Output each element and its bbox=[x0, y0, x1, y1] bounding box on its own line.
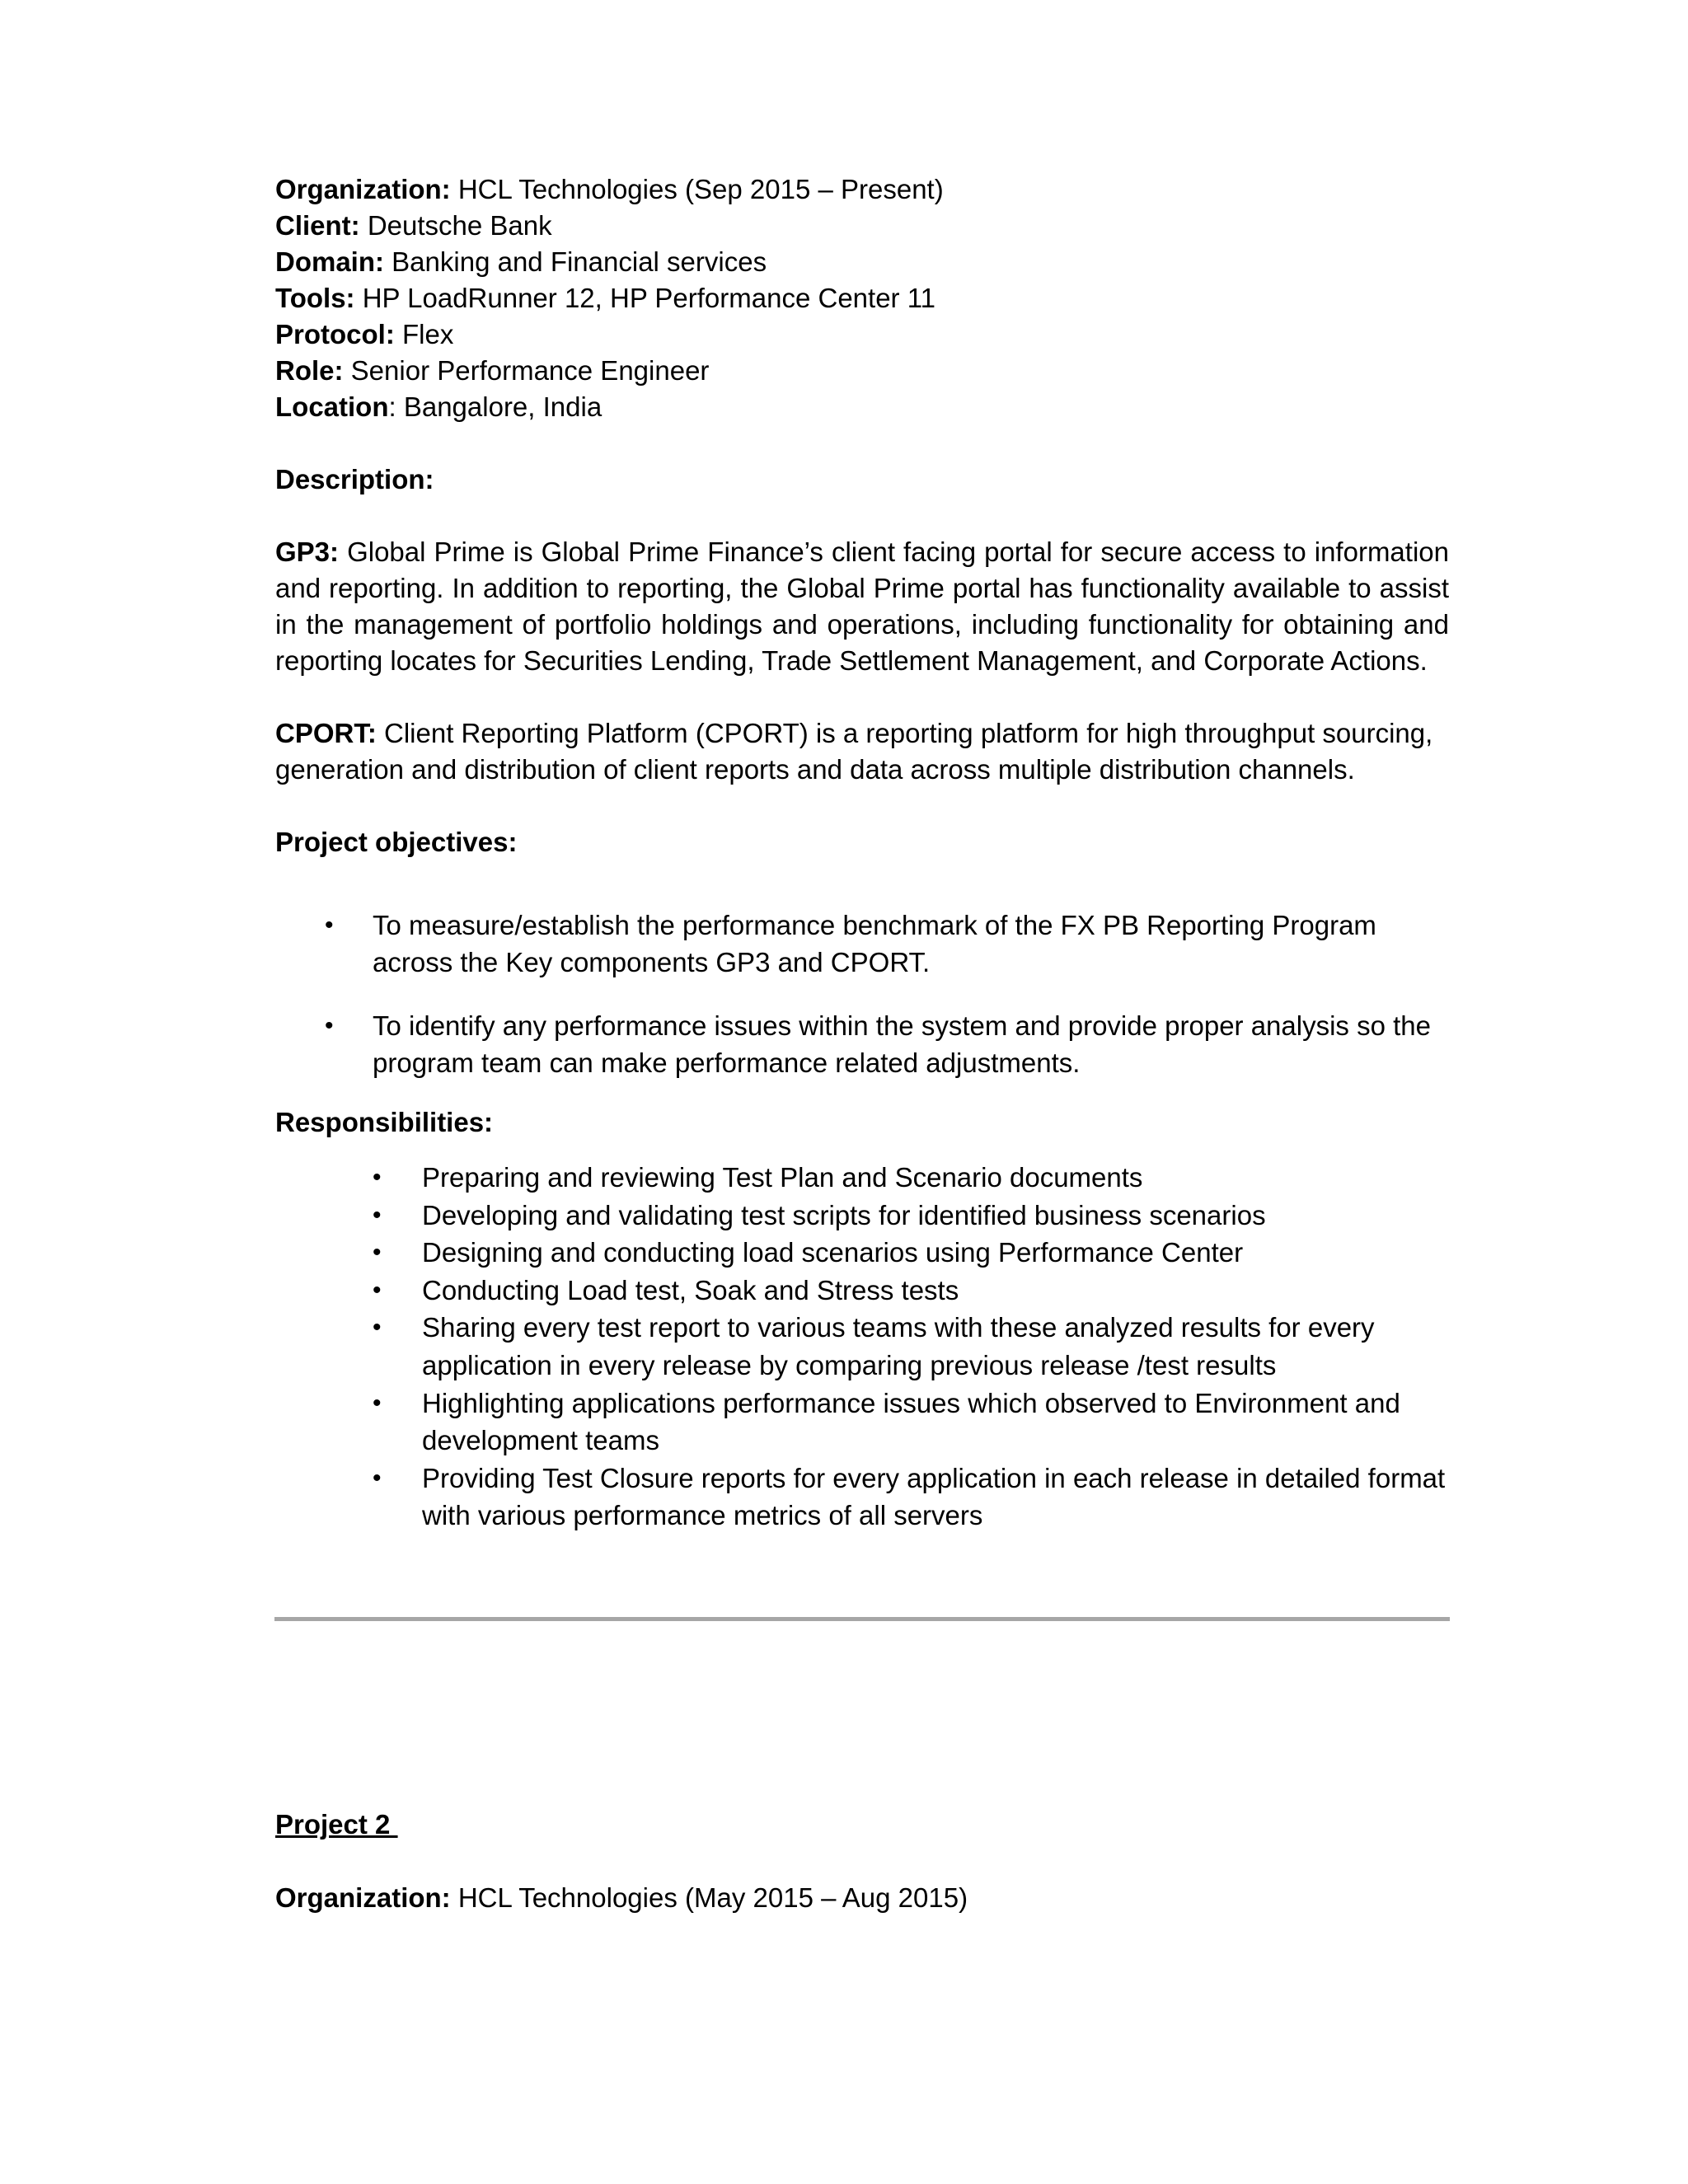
responsibility-text: Highlighting applications performance issues which observed to Environment and development teams bbox=[422, 1387, 1400, 1456]
responsibility-item bbox=[275, 1309, 1449, 1384]
project2-organization-label: Organization: bbox=[275, 1882, 451, 1913]
responsibility-text: Developing and validating test scripts for identified business scenarios bbox=[422, 1199, 1266, 1230]
responsibilities-list bbox=[275, 1159, 1449, 1535]
client-label: Client: bbox=[275, 210, 360, 241]
responsibilities-heading: Responsibilities: bbox=[275, 1107, 494, 1137]
cport-label: CPORT: bbox=[275, 718, 377, 748]
section-divider bbox=[274, 1617, 1450, 1621]
bullet-icon: • bbox=[325, 1012, 334, 1039]
organization-line bbox=[275, 171, 1449, 208]
bullet-icon: • bbox=[373, 1464, 382, 1492]
responsibility-item bbox=[275, 1159, 1449, 1197]
organization-label: Organization: bbox=[275, 174, 451, 204]
objective-text: To measure/establish the performance benchmark of the FX PB Reporting Program across the Key components GP3 and CPORT. bbox=[373, 910, 1376, 977]
location-label: Location bbox=[275, 391, 389, 422]
objective-item bbox=[275, 1007, 1449, 1081]
bullet-icon: • bbox=[373, 1276, 382, 1304]
project2-heading: Project 2 bbox=[275, 1809, 398, 1840]
location-line bbox=[275, 389, 1449, 425]
protocol-value: Flex bbox=[394, 319, 454, 349]
bullet-icon: • bbox=[373, 1239, 382, 1267]
client-value: Deutsche Bank bbox=[359, 210, 552, 241]
tools-value: HP LoadRunner 12, HP Performance Center 11 bbox=[354, 283, 935, 313]
location-value: : Bangalore, India bbox=[388, 391, 603, 422]
gp3-text: Global Prime is Global Prime Finance’s client facing portal for secure access to information and reporting. In addition to reporting, the Global Prime portal has functionality available to assist in the management of portfolio holdings and operations, including functionality for obtaining and reporting locates for Securities Lending, Trade Settlement Management, and Corporate Actions. bbox=[275, 537, 1449, 676]
responsibility-text: Sharing every test report to various teams with these analyzed results for every application in every release by comparing previous release /test results bbox=[422, 1312, 1375, 1380]
domain-label: Domain: bbox=[275, 246, 384, 277]
objectives-heading: Project objectives: bbox=[275, 827, 518, 857]
responsibility-item bbox=[275, 1385, 1449, 1460]
responsibility-text: Conducting Load test, Soak and Stress tests bbox=[422, 1274, 959, 1305]
responsibility-text: Designing and conducting load scenarios using Performance Center bbox=[422, 1237, 1244, 1268]
responsibility-item bbox=[275, 1197, 1449, 1235]
domain-value: Banking and Financial services bbox=[384, 246, 767, 277]
responsibility-text: Providing Test Closure reports for every application in each release in detailed format with various performance metrics of all servers bbox=[422, 1462, 1446, 1531]
bullet-icon: • bbox=[325, 912, 334, 939]
project2-organization-value: HCL Technologies (May 2015 – Aug 2015) bbox=[450, 1882, 968, 1913]
description-heading: Description: bbox=[275, 464, 434, 494]
role-value: Senior Performance Engineer bbox=[343, 355, 710, 386]
protocol-label: Protocol: bbox=[275, 319, 395, 349]
organization-value: HCL Technologies (Sep 2015 – Present) bbox=[450, 174, 944, 204]
responsibility-text: Preparing and reviewing Test Plan and Scenario documents bbox=[422, 1162, 1143, 1193]
bullet-icon: • bbox=[373, 1389, 382, 1417]
bullet-icon: • bbox=[373, 1164, 382, 1191]
gp3-label: GP3: bbox=[275, 537, 340, 567]
protocol-line bbox=[275, 316, 1449, 353]
objectives-list bbox=[275, 907, 1449, 1081]
resume-page bbox=[275, 171, 1449, 1535]
responsibility-item bbox=[275, 1272, 1449, 1310]
tools-line bbox=[275, 280, 1449, 316]
bullet-icon: • bbox=[373, 1201, 382, 1229]
cport-paragraph bbox=[275, 715, 1449, 788]
objective-text: To identify any performance issues within the system and provide proper analysis so the program team can make performance related adjustments. bbox=[373, 1010, 1431, 1078]
role-line bbox=[275, 353, 1449, 389]
domain-line bbox=[275, 244, 1449, 280]
client-line bbox=[275, 208, 1449, 244]
bullet-icon: • bbox=[373, 1314, 382, 1342]
project2-organization-line bbox=[275, 1880, 968, 1916]
objective-item bbox=[275, 907, 1449, 981]
cport-text: Client Reporting Platform (CPORT) is a reporting platform for high throughput sourcing, generation and distribution of client reports and data across multiple distribution channels. bbox=[275, 718, 1433, 785]
responsibility-item bbox=[275, 1234, 1449, 1272]
role-label: Role: bbox=[275, 355, 344, 386]
gp3-paragraph bbox=[275, 534, 1449, 679]
responsibility-item bbox=[275, 1460, 1449, 1535]
tools-label: Tools: bbox=[275, 283, 355, 313]
